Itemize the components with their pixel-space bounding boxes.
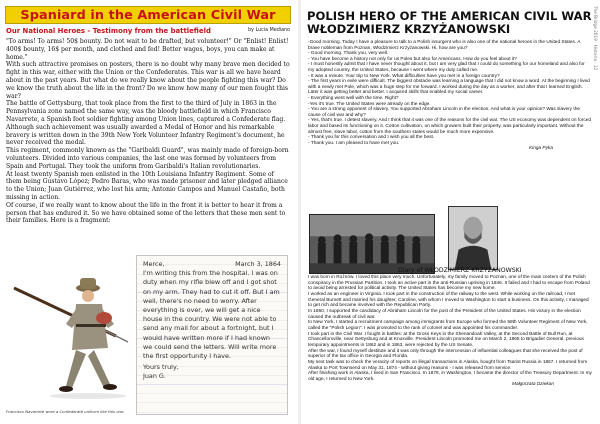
letter-signature: Juan G. — [143, 372, 166, 381]
interview-line: - Everything went well with the time. Right? — [308, 95, 399, 101]
diary-paragraph: After finishing work in Alaska, I lived in San Francisco. In 1878, in Washington, I became the director of the Treasury Department. In my old age, I returned to New York. — [308, 371, 592, 382]
subtitle-row — [6, 27, 290, 38]
diary-paragraph: In 1860, I supported the candidacy of Abraham Lincoln for the post of the President of the United States. His victory in the election caused the outbreak of civil war. — [308, 308, 581, 320]
interview-line: - Yes, that's true. I detest slavery. And I think that it was one of the reasons for the civil war. The US economy was dependent on forced labor and based its functioning on it. Cotton cultivation, on which growers built their property, was particularly important. Without the almost free, slave labor, cotton from the southern states would be much more expensive. — [308, 118, 591, 135]
side-running-text: The Bridge 2019 · Historia · 12 — [593, 6, 598, 71]
right-title-line2: WŁODZIMIERZ KRZYŻANOWSKI — [307, 22, 511, 36]
diary-paragraph: My next task was to check the veracity of reports on illegal transactions in Alaska, bought from Tsarist Russia in 1867. I returned from Alaska to Port Townsend on May 31, 1874 - without giving reasons - I was released from service. — [308, 359, 588, 371]
page-title: Spaniard in the American Civil War — [20, 7, 276, 23]
article-paragraph: With such attractive promises on posters, there is no doubt why many brave men decided to fight in this war, either with the Union or the Confederates. This war is all we have heard about in the past years. But what do we really know about the people fighting this war? Do we know the truth about the life in the front? Do we know how many of our men fought this war? — [6, 61, 290, 100]
interview-line: - Thank you for this conversation and I wish you all the best. — [308, 135, 435, 141]
interview-line: -Yes it's true. The United States were already on the edge. — [308, 101, 431, 107]
byline: by Lucia Mediano — [248, 28, 290, 33]
diary-paragraph: I worked as an engineer in Virginia. I took part in the construction of the railway to the west. While working on the railroad, I met General Burnett and married his daughter, Caroline, with whom I moved to Washington to start a business. On this activity, I managed to get rich and became involved with the Republican Party. — [308, 291, 589, 309]
article-paragraph: This regiment, commonly known as the "Garibaldi Guard", was mainly made of foreign-born volunteers. Divided into various companies, the last one was formed by volunteers from Spain and Portugal. They took the uniform from Garibaldi's Italian revolutionaries. — [6, 147, 289, 170]
article-body — [6, 38, 291, 225]
subtitle: Our National Heroes - Testimony from the battlefield — [6, 27, 211, 35]
interview-line: - It was a minute. Your trip to New York. What difficulties have you met in a foreign country? — [308, 73, 500, 79]
interview-line: - Thank you. I am pleased to have met you. — [308, 140, 400, 146]
soldier-illustration — [6, 258, 136, 408]
portrait-photo — [448, 206, 498, 270]
diary-caption: Diary of WŁODZIMIERZ KRZYŻANOWSKI — [398, 267, 522, 274]
letter-closing — [143, 363, 281, 381]
diary-author: Małgorzata Dziekan — [512, 382, 554, 388]
article-paragraph: Of course, if we really want to know about the life in the front it is better to hear it from a person that has endured it. So we have obtained some of the letters that these men sent to their families. Here is a fragment: — [6, 201, 286, 225]
right-title-line1: POLISH HERO OF THE AMERICAN CIVIL WAR — [307, 9, 592, 23]
interview-line: - Good morning. Thank you, very well. — [308, 51, 389, 57]
letter-card — [136, 255, 288, 415]
letter-header — [143, 260, 281, 269]
image-caption: Francisco Navarrete wore a Confederate uniform like this one. — [6, 409, 125, 414]
letter-closing-text: Yours truly, — [143, 363, 179, 372]
interview-body — [308, 40, 591, 152]
page-gutter — [298, 0, 301, 424]
letter-body: I'm writing this from the hospital. I was on duty when my rifle blew off and I got shot on my arm. They had to cut it off. But I am well, there's no need to worry. After everything is over, we will get a nice house in the country. We were not able to send any mail for about a fortnight, but I would have written more if I had known we could send the letters. Will write more the first opportunity I have. — [143, 269, 280, 361]
right-title — [307, 9, 592, 36]
article-paragraph: The battle of Gettysburg, that took place from the first to the third of July in 1863 in the Pennsylvania zone named the same way, was the bloody battlefield in which Francisco Navarrete, a Spanish foot soldier fighting among Union lines, captured a Confederate flag. Although such achievement was usually awarded a Medal of Honor and his remarkable bravery is written down in the 39th New York Volunteer Infantry Regiment's document, he never received the medal. — [6, 100, 286, 147]
interview-line: - You have become a history not only for us Poles but also for Americans. How do you feel about it? — [308, 56, 517, 62]
interviewer-signature: Kinga Pyka — [528, 146, 553, 152]
interview-line: - I must honestly admit that I have never thought about it, but I am very glad that I could do something for our homeland and also for my adopted country, the United States, because I went where my duty called me. — [308, 62, 585, 73]
title-banner — [5, 6, 291, 24]
interview-line: -Good morning. Today I have a pleasure to talk to a Polish insurgent who is also one of the national heroes in the United States. A brave nobleman from Poznan, Włodzimierz Krzyżanowski. Hi, how are you? — [308, 40, 581, 51]
article-paragraph: At least twenty Spanish men enlisted in the 10th Louisiana Infantry Regiment. Some of them being Gustavo López; Pedro Baras, who was made prisoner and later pledged alliance to the Union; Juan Gutiérrez, who lost his arm; Antonio Campos and Manuel Castaño, both missing in action. — [6, 170, 288, 201]
diary-paragraph: In New York, I started a recruitment campaign among immigrants from Europe who formed the 58th Volunteer Regiment of New York, called the "Polish Legion". I was promoted to the rank of colonel and was appointed his commander. — [308, 320, 588, 331]
letter-date: March 3, 1864 — [235, 260, 281, 268]
diary-paragraph: I took part in the Civil War. I fought in battles: at the Gross Keys in the Shenandoah Valley, at the Second Battle of Bull Run, at Chancellorsville, near Gettysburg and at Knoxville. President Lincoln promoted me on March 2, 1865 to Brigadier General, previous temporary appointments in 1862 and in 1863, were rejected by the US Senate. — [308, 331, 584, 348]
letter-place: Merce, — [143, 260, 165, 268]
diary-body — [308, 275, 592, 388]
diary-paragraph: After the war, I found myself destitute and it was only through the intercession of influential colleagues that she received the post of superior of the tax office in Georgia and Florida. — [308, 348, 583, 360]
article-paragraph: "To arms! To arms! 50$ bounty. Do not wait to be drafted, but volunteer!" Or "Enlist! Enlist! 400$ bounty, 16$ per month, and clothed and fed! Better wages, boys, you can make at home." — [6, 38, 289, 61]
civil-war-photo — [309, 214, 435, 274]
interview-line: - You are a strong opponent of slavery. You supported Abraham Lincoln in the election. And what is your opinion? Was slavery the cause of civil war and why? — [308, 107, 580, 118]
interview-line: - The first years in exile were difficult. The biggest obstacle was learning a language that I did not know a word. At the beginning I lived with a newly met Pole, which was a huge step for me forward. I worked during the day as a worker, and after that I learned English. Later it was getting better and better. I acquired skills that enabled my social career. — [308, 79, 590, 96]
diary-paragraph: I was born in Rożnów. I loved this place very much. Unfortunately, my family moved to Poznan, one of the main centers of the Polish conspiracy in the Prussian Partition. I took an active part in the anti-Russian uprising in 1846. It failed and I had to escape from Poland to avoid being arrested for political activity. The United States has become my new home. — [308, 275, 590, 292]
